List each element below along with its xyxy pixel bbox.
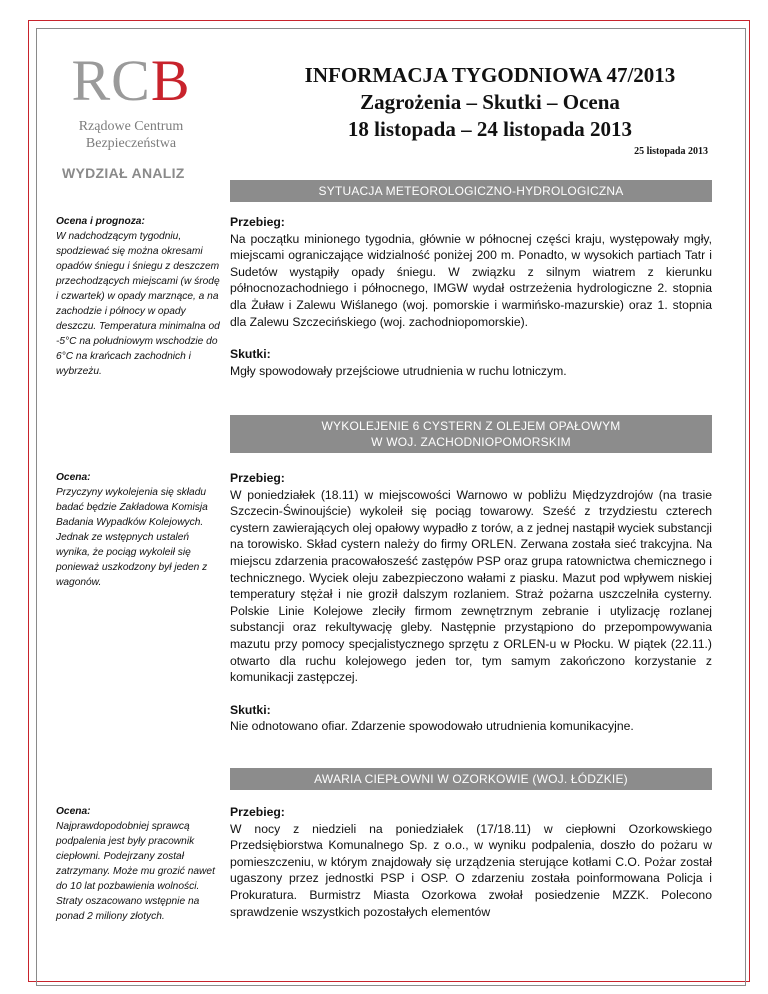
section-heading-line1: WYKOLEJENIE 6 CYSTERN Z OLEJEM OPAŁOWYM bbox=[321, 419, 621, 433]
skutki-text: Nie odnotowano ofiar. Zdarzenie spowodowało utrudnienia komunikacyjne. bbox=[230, 719, 634, 734]
przebieg-text: Na początku minionego tygodnia, głównie w północnej części kraju, występowały mgły, miejscami ograniczające widzialność poniżej 200 m. Ponadto, w wysokich partiach Tatr i Sudetów wystąpiły opady śniegu. W związku z silnym wiatrem z kierunku północnozachodniego i północnego, IMGW wydał ostrzeżenia hydrologiczne 2. stopnia dla Żuław i Zalewu Wiślanego (woj. pomorskie i warmińsko-mazurskie) oraz 1. stopnia dla Zalewu Szczecińskiego (woj. zachodniopomorskie). bbox=[230, 231, 712, 329]
section-body-meteo bbox=[230, 214, 712, 379]
side-note-text: W nadchodzącym tygodniu, spodziewać się można okresami opadów śniegu i śniegu z deszczem przechodzących miejscami (w środę i czwartek) w opady marznące, a na zachodzie i północy w opady deszczu. Temperatura minimalna od -5°C na południowym wschodzie do 6°C na krańcach zachodnich i wybrzeżu. bbox=[56, 231, 220, 377]
przebieg-text: W poniedziałek (18.11) w miejscowości Warnowo w pobliżu Międzyzdrojów (na trasie Szczecin-Świnoujście) wykoleił się pociąg towarowy. Sześć z trzydziestu czterech cystern zawierających olej opałowy wypadło z torów, a z jednej nastąpił wyciek substancji na torowisko. Skład cystern należy do firmy ORLEN. Zerwana została sieć trakcyjna. Na miejscu zdarzenia pracowałosześć zastępów PSP oraz grupa ratownictwa chemicznego i technicznego. Wyciek oleju zabezpieczono wałami z piasku. Mazut pod wpływem niskiej temperatury stężał i nie groził dalszym rozlaniem. Straż pożarna uszczelniła cysterny. Polskie Linie Kolejowe zleciły firmom zewnętrznym zebranie i utylizację rozlanej substancji oraz rekultywację gleby. Następnie przystąpiono do przepompowywania mazutu przy pomocy specjalistycznego sprzętu z ORLEN-u w Płocku. W piątek (22.11.) otwarto dla ruchu kolejowego jeden tor, tym samym zakończono korzystanie z komunikacji zastępczej. bbox=[230, 487, 712, 685]
przebieg-label: Przebieg: bbox=[230, 471, 285, 485]
skutki-text: Mgły spowodowały przejściowe utrudnienia w ruchu lotniczym. bbox=[230, 363, 567, 378]
section-heading-line2: W WOJ. ZACHODNIOPOMORSKIM bbox=[371, 435, 571, 449]
section-body-derailment bbox=[230, 470, 712, 735]
header-subtitle: Zagrożenia – Skutki – Ocena bbox=[360, 90, 620, 114]
side-note-derailment bbox=[56, 470, 224, 590]
section-heading-derailment bbox=[230, 415, 712, 453]
section-body-heating-plant bbox=[230, 804, 712, 920]
side-note-label: Ocena i prognoza: bbox=[56, 216, 145, 227]
logo-subtitle bbox=[56, 118, 206, 152]
side-note-label: Ocena: bbox=[56, 806, 91, 817]
side-note-meteo bbox=[56, 214, 224, 379]
logo-mark-rc: RC bbox=[71, 48, 151, 113]
side-note-text: Przyczyny wykolejenia się składu badać będzie Zakładowa Komisja Badania Wypadków Kolejowych. Jednak ze wstępnych ustaleń wynika, że pociąg wykoleił się ponieważ uszkodzony był jeden z wagonów. bbox=[56, 487, 208, 588]
section-heading-meteo: SYTUACJA METEOROLOGICZNO-HYDROLOGICZNA bbox=[230, 180, 712, 202]
skutki-label: Skutki: bbox=[230, 347, 271, 362]
issue-date: 25 listopada 2013 bbox=[634, 146, 708, 157]
przebieg-label: Przebieg: bbox=[230, 805, 285, 819]
logo-subtitle-line1: Rządowe Centrum bbox=[78, 119, 184, 134]
department-label: WYDZIAŁ ANALIZ bbox=[62, 165, 185, 181]
side-note-label: Ocena: bbox=[56, 472, 91, 483]
header-date-range: 18 listopada – 24 listopada 2013 bbox=[347, 117, 633, 141]
skutki-label: Skutki: bbox=[230, 702, 271, 717]
document-header bbox=[230, 62, 750, 143]
przebieg-text: W nocy z niedzieli na poniedziałek (17/18.11) w ciepłowni Ozorkowskiego Przedsiębiorstwa Komunalnego Sp. z o.o., w wyniku podpalenia, doszło do pożaru w pomieszczeniu, w którym znajdowały się urządzenia sterujące kotłami C.O. Pożar został ugaszony przez jednostki PSP i OSP. O zdarzeniu została poinformowana Policja i Prokuratura. Burmistrz Miasta Ozorkowa zwołał posiedzenie MZZK. Polecono sprawdzenie wszystkich pozostałych elementów bbox=[230, 821, 712, 919]
side-note-heating-plant bbox=[56, 804, 224, 924]
przebieg-label: Przebieg: bbox=[230, 215, 285, 229]
logo-mark-b: B bbox=[150, 48, 191, 113]
logo-subtitle-line2: Bezpieczeństwa bbox=[85, 136, 177, 151]
section-heading-heating-plant: AWARIA CIEPŁOWNI W OZORKOWIE (WOJ. ŁÓDZKIE) bbox=[230, 768, 712, 790]
side-note-text: Najprawdopodobniej sprawcą podpalenia jest były pracownik ciepłowni. Podejrzany został zatrzymany. Może mu grozić nawet do 10 lat pozbawienia wolności. Straty oszacowano wstępnie na ponad 2 miliony złotych. bbox=[56, 821, 215, 922]
logo-mark bbox=[56, 48, 206, 113]
header-title: INFORMACJA TYGODNIOWA 47/2013 bbox=[304, 63, 676, 87]
rcb-logo bbox=[56, 48, 206, 152]
